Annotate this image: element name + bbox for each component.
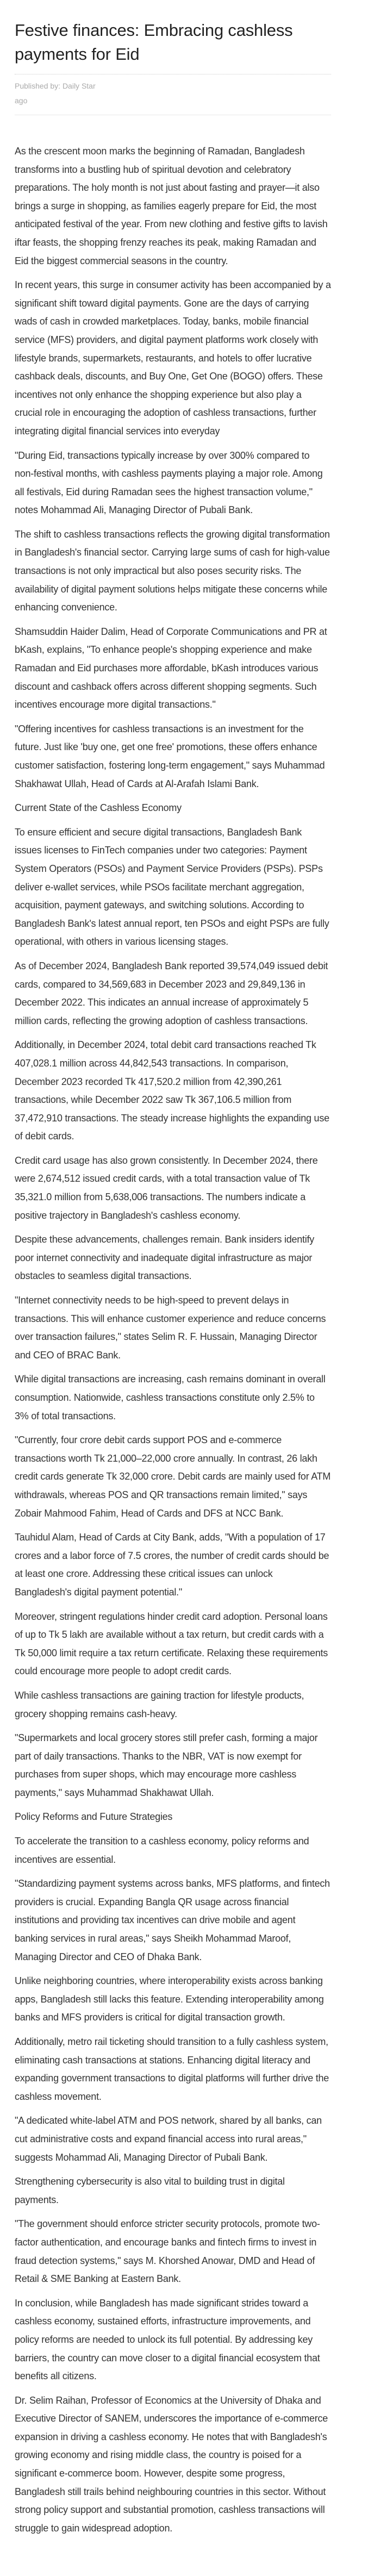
article-paragraph: "Supermarkets and local grocery stores still prefer cash, forming a major part of daily transactions. Thanks to the NBR, VAT is now exempt for purchases from super shops, which may encourage more cashless payments," says Muhammad Shakhawat Ullah. [15, 1732, 318, 1798]
article-paragraph: Current State of the Cashless Economy [15, 802, 182, 814]
article-paragraph: Additionally, in December 2024, total debit card transactions reached Tk 407,028.1 million across 44,842,543 transactions. In comparison, December 2023 recorded Tk 417,520.2 million from 42,390,261 transactions, while December 2022 saw Tk 367,106.5 million from 37,472,910 transactions. The steady increase highlights the expanding use of debit cards. [15, 1039, 329, 1142]
article-paragraph: As the crescent moon marks the beginning of Ramadan, Bangladesh transforms into a bustling hub of spiritual devotion and celebratory preparations. The holy month is not just about fasting and prayer—it also brings a surge in shopping, as families eagerly prepare for Eid, the most anticipated festival of the year. From new clothing and festive gifts to lavish iftar feasts, the shopping frenzy reaches its peak, making Ramadan and Eid the biggest commercial seasons in the country. [15, 146, 328, 266]
publisher: Published by: Daily Star [15, 82, 96, 90]
article-paragraph: In conclusion, while Bangladesh has made significant strides toward a cashless economy, sustained efforts, infrastructure improvements, and policy reforms are needed to unlock its full potential. By addressing key barriers, the country can move closer to a digital financial ecosystem that benefits all citizens. [15, 2297, 320, 2382]
article-paragraph: "The government should enforce stricter security protocols, promote two-factor authentication, and encourage banks and fintech firms to invest in fraud detection systems," says M. Khorshed Anowar, DMD and Head of Retail & SME Banking at Eastern Bank. [15, 2218, 320, 2285]
article-paragraph: While digital transactions are increasing, cash remains dominant in overall consumption. Nationwide, cashless transactions constitute only 2.5% to 3% of total transactions. [15, 1374, 326, 1421]
article-paragraph: Additionally, metro rail ticketing should transition to a fully cashless system, eliminating cash transactions at stations. Enhancing digital literacy and expanding government transactions to digital platforms will further drive the cashless movement. [15, 2036, 329, 2102]
article-paragraph: To accelerate the transition to a cashless economy, policy reforms and incentives are essential. [15, 1836, 309, 1865]
article-paragraph: Tauhidul Alam, Head of Cards at City Bank, adds, "With a population of 17 crores and a labor force of 7.5 crores, the number of credit cards should be at least one crore. Addressing these critical issues can unlock Bangladesh's digital payment potential." [15, 1532, 329, 1598]
article-paragraph: "Offering incentives for cashless transactions is an investment for the future. Just like 'buy one, get one free' promotions, these offers enhance customer satisfaction, fostering long-term engagement," says Muhammad Shakhawat Ullah, Head of Cards at Al-Arafah Islami Bank. [15, 723, 325, 789]
article-paragraph: "Standardizing payment systems across banks, MFS platforms, and fintech providers is crucial. Expanding Bangla QR usage across financial institutions and providing tax incentives can drive mobile and agent banking services in rural areas," says Sheikh Mohammad Maroof, Managing Director and CEO of Dhaka Bank. [15, 1878, 330, 1962]
article-paragraph: "During Eid, transactions typically increase by over 300% compared to non-festival months, with cashless payments playing a major role. Among all festivals, Eid during Ramadan sees the highest transaction volume," notes Mohammad Ali, Managing Director of Pubali Bank. [15, 450, 323, 516]
article-paragraph: As of December 2024, Bangladesh Bank reported 39,574,049 issued debit cards, compared to 34,569,683 in December 2023 and 29,849,136 in December 2022. This indicates an annual increase of approximately 5 million cards, reflecting the growing adoption of cashless transactions. [15, 960, 328, 1026]
article-paragraph: Shamsuddin Haider Dalim, Head of Corporate Communications and PR at bKash, explains, "To enhance people's shopping experience and make Ramadan and Eid purchases more affordable, bKash introduces various discount and cashback offers across different shopping segments. Such incentives encourage more digital transactions." [15, 626, 327, 710]
article-paragraph: Credit card usage has also grown consistently. In December 2024, there were 2,674,512 issued credit cards, with a total transaction value of Tk 35,321.0 million from 5,638,006 transactions. The numbers indicate a positive trajectory in Bangladesh's cashless economy. [15, 1155, 318, 1221]
article-paragraph: To ensure efficient and secure digital transactions, Bangladesh Bank issues licenses to FinTech companies under two categories: Payment System Operators (PSOs) and Payment Service Providers (PSPs). PSPs deliver e-wallet services, while PSOs facilitate merchant aggregation, acquisition, payment gateways, and switching solutions. According to Bangladesh Bank's latest annual report, ten PSOs and eight PSPs are fully operational, with others in various licensing stages. [15, 826, 329, 947]
article-paragraph: Unlike neighboring countries, where interoperability exists across banking apps, Bangladesh still lacks this feature. Extending interoperability among banks and MFS providers is critical for digital transaction growth. [15, 1975, 324, 2023]
publish-time: ago [15, 96, 28, 105]
article-paragraph: "Internet connectivity needs to be high-speed to prevent delays in transactions. This will enhance customer experience and reduce concerns over transaction failures," states Selim R. F. Hussain, Managing Director and CEO of BRAC Bank. [15, 1295, 326, 1361]
article-paragraph: Strengthening cybersecurity is also vital to building trust in digital payments. [15, 2176, 285, 2205]
article-paragraph: While cashless transactions are gaining traction for lifestyle products, grocery shopping remains cash-heavy. [15, 1689, 304, 1719]
article-paragraph: Despite these advancements, challenges remain. Bank insiders identify poor internet connectivity and inadequate digital infrastructure as major obstacles to seamless digital transactions. [15, 1234, 315, 1282]
article-body [15, 142, 331, 2537]
article-title: Festive finances: Embracing cashless payments for Eid [15, 21, 293, 64]
article-paragraph: "Currently, four crore debit cards support POS and e-commerce transactions worth Tk 21,000–22,000 crore annually. In contrast, 26 lakh credit cards generate Tk 32,000 crore. Debit cards are mainly used for ATM withdrawals, whereas POS and QR transactions remain limited," says Zobair Mahmood Fahim, Head of Cards and DFS at NCC Bank. [15, 1434, 331, 1519]
article-paragraph: Moreover, stringent regulations hinder credit card adoption. Personal loans of up to Tk 5 lakh are available without a tax return, but credit cards with a Tk 50,000 limit require a tax return certificate. Relaxing these requirements could encourage more people to adopt credit cards. [15, 1611, 328, 1677]
article-meta [15, 79, 331, 108]
article-paragraph: The shift to cashless transactions reflects the growing digital transformation in Bangladesh's financial sector. Carrying large sums of cash for high-value transactions is not only impractical but also poses security risks. The availability of digital payment solutions helps mitigate these concerns while enhancing convenience. [15, 528, 330, 613]
article-paragraph: Policy Reforms and Future Strategies [15, 1811, 173, 1823]
article-paragraph: In recent years, this surge in consumer activity has been accompanied by a significant shift toward digital payments. Gone are the days of carrying wads of cash in crowded marketplaces. Today, banks, mobile financial service (MFS) providers, and digital payment platforms work closely with lifestyle brands, supermarkets, restaurants, and hotels to offer lucrative cashback deals, discounts, and Buy One, Get One (BOGO) offers. These incentives not only enhance the shopping experience but also play a crucial role in encouraging the adoption of cashless transactions, further integrating digital financial services into everyday [15, 279, 331, 436]
article-paragraph: Dr. Selim Raihan, Professor of Economics at the University of Dhaka and Executive Director of SANEM, underscores the importance of e-commerce expansion in driving a cashless economy. He notes that with Bangladesh's growing economy and rising middle class, the country is poised for a significant e-commerce boom. However, despite some progress, Bangladesh still trails behind neighbouring countries in this sector. Without strong policy support and substantial promotion, cashless transactions will struggle to gain widespread adoption. [15, 2394, 328, 2534]
article-paragraph: "A dedicated white-label ATM and POS network, shared by all banks, can cut administrative costs and expand financial access into rural areas," suggests Mohammad Ali, Managing Director of Pubali Bank. [15, 2115, 322, 2163]
